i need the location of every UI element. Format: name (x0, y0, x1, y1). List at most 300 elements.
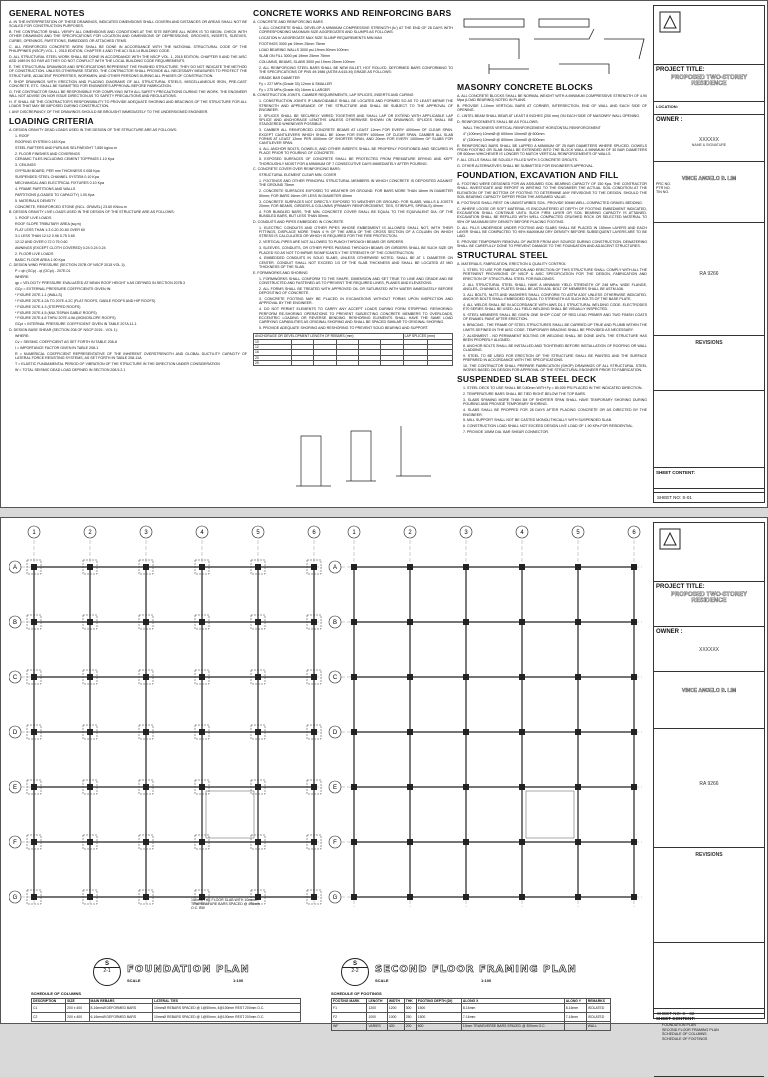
foundation-plan-scale-value: 1:100 (233, 978, 244, 983)
schedule-cell: 6-16mmØ DEFORMED BARS (89, 1013, 152, 1022)
framing-column-mark (575, 619, 581, 625)
foundation-slab-panel (206, 791, 254, 838)
foundation-column-mark (143, 729, 149, 735)
loading-criteria-item: 4. FRAME PARTITIONS AND WALLS (15, 186, 76, 191)
concrete-note-item: Fy = 227 MPa (Grade 33) 12mm & SMALLER (259, 81, 333, 86)
anchorage-bar-size: 10 (254, 339, 292, 344)
framing-column-mark (407, 784, 413, 790)
engineer-stamp-2: RA 9266 (699, 781, 719, 787)
concrete-note-item: 1. CONSTRUCTION JOINTS IF UNAVOIDABLE SHALL BE LOCATED AND FORMED SO AS TO LEAST IMPAIR THE STRENGTH AND APPEARANCE OF THE STRUCTURE AND SHALL BE SUBJECT TO THE APPROVAL OF ENGINEER. (259, 99, 453, 112)
concrete-note-item: Fy = 275 MPa (Grade 40) 16mm & LARGER (259, 87, 331, 92)
concrete-note-item: B. CONSTRUCTION JOINTS, CAMBER REQUIREMENTS, LAP SPLICES, INSERTS AND CURING (253, 93, 414, 98)
structural-steel-note-item: 8. ANCHOR BOLTS SHALL BE INSTALLED AND TIGHTENED BEFORE INSTALLATION OF ROOFING OR WALL CLADDING. (463, 343, 647, 353)
framing-plan-tag-number: 2-2 (342, 967, 368, 974)
framing-column-mark (351, 729, 357, 735)
general-notes-list (9, 20, 247, 114)
framing-grid-letter: G (332, 895, 338, 901)
loading-criteria-item: W = TOTAL SEISMIC DEAD LOAD DEFINED IN SECTION 208.5.2.1 (15, 367, 126, 372)
deck-list (457, 386, 647, 434)
anchorage-bar-size: 20 (254, 355, 292, 360)
foundation-column-mark (255, 564, 261, 570)
sheet-content-list (654, 1023, 764, 1041)
framing-column-mark (575, 784, 581, 790)
foundation-column-mark (311, 564, 317, 570)
loading-criteria-item: MECHANICAL AND ELECTRICAL FIXTURES 0.10 Kpa (15, 181, 105, 185)
schedule-cell: 1200 (387, 1004, 404, 1013)
general-notes-heading: GENERAL NOTES (9, 8, 85, 18)
framing-plan-tag (341, 958, 369, 986)
framing-column-mark (631, 729, 637, 735)
loading-criteria-item: BASIC FLOOR AREA 1.90 Kpa (15, 257, 65, 262)
concrete-note-item: 1. FORMWORKS SHALL CONFORM TO THE SHAPE, DIMENSION AND SET TRUE TO LINE AND GRADE AND BE CONSTRUCTED AND FASTENED AS TO PREVENT THE REQUIRED LINES, PLANES AND ELEVATIONS. (259, 276, 453, 286)
schedule-cell: C1 (32, 1004, 66, 1013)
schedule-cell: VARIES (367, 1022, 387, 1031)
title-block-s01 (653, 5, 765, 503)
loading-criteria-item: C. DESIGN WIND PRESSURE (SECTION 207B OF NSCP 2015 VOL 1): (9, 263, 126, 268)
schedule-cell: 400 (387, 1022, 404, 1031)
loading-criteria-item: GCp = EXTERNAL PRESSURE COEFFICIENTS GIVEN IN: (15, 287, 112, 292)
foundation-grid-number: 6 (312, 530, 316, 536)
framing-grid-letter: B (332, 620, 338, 626)
framing-plan-tag-letter: S (352, 961, 357, 967)
loading-criteria-heading: LOADING CRITERIA (9, 115, 94, 126)
deck-note-item: 1. STEEL DECK TO USE SHALL BE 0.80mm WITH Fy = 80,000 PSI PLACED IN THE INDICATED DIRECTION. (463, 386, 643, 391)
schedule-header: REMARKS (586, 999, 610, 1004)
schedule-cell: 10mm TRANSVERSE BARS SPACED @ 300mm O.C. (461, 1022, 564, 1031)
framing-column-mark (519, 729, 525, 735)
loading-criteria-item: T = ELASTIC FUNDAMENTAL PERIOD OF VIBRATION OF THE STRUCTURE IN THE DIRECTION UNDER CONSIDERATION (15, 362, 220, 367)
schedule-cell: WF (332, 1022, 367, 1031)
framing-column-mark (351, 619, 357, 625)
framing-column-mark (407, 894, 413, 900)
anchorage-cell (336, 360, 358, 365)
schedule-cell (564, 1022, 586, 1031)
concrete-note-item: LOAD BEARING WALLS 3000 psi 19mm 50mm 100mm (259, 47, 349, 52)
loading-criteria-item: B. DESIGN GRAVITY LIVE LOADS USED IN THE DESIGN OF THE STRUCTURE ARE AS FOLLOWS: (9, 210, 175, 215)
framing-column-mark (351, 564, 357, 570)
masonry-heading: MASONRY CONCRETE BLOCKS (457, 82, 593, 92)
foundation-grid-letter: D (12, 730, 18, 736)
deck-heading: SUSPENDED SLAB STEEL DECK (457, 374, 597, 385)
masonry-note-item: G. OTHER ALTERNATIVES SHALL BE SUBMITTED FOR ENGINEER'S APPROVAL. (457, 164, 594, 169)
schedule-cell: WALL (586, 1022, 610, 1031)
loading-criteria-item: GCpi = INTERNAL PRESSURE COEFFICIENT GIVEN IN TABLE 207A.11-1 (15, 322, 137, 327)
concrete-note-item: 3. SLEEVES, CONDUITS, OR OTHER PIPES PASSING THROUGH BEAMS OR GIRDERS SHALL BE SUCH SIZE OR PLACED SO AS NOT TO IMPAIR SIGNIFICANTLY THE STRENGTH OF THE CONSTRUCTION. (259, 246, 453, 255)
concrete-note-item: 2. SPLICES SHALL BE SECURELY WIRED TOGETHER AND SHALL LAP OR EXTEND WITH APPLICABLE LAP SPLICE AND ANCHORAGE LENGTHS UNLESS OTHERWISE SHOWN ON DRAWINGS. SPLICES SHALL BE STAGGERED WHENEVER POSSIBLE. (259, 113, 453, 127)
loading-criteria-item: * FIGURE 207E.4-5 (MULTISPAN GABLE ROOFS) (15, 310, 97, 315)
schedule-cell: F1 (332, 1004, 367, 1013)
deck-note-item: 7. PROVIDE 10MM DIA. BAR SHEAR CONNECTOR. (463, 430, 550, 435)
owner-caption: NAME & SIGNATURE (691, 143, 727, 147)
sheet-content-item: SCHEDULE OF COLUMNS (662, 1032, 707, 1037)
foundation-column-mark (311, 729, 317, 735)
foundation-grid-number: 5 (256, 530, 260, 536)
columns-schedule-title: SCHEDULE OF COLUMNS (31, 991, 81, 996)
framing-column-mark (407, 564, 413, 570)
concrete-note-item: 5. PROVIDE ADEQUATE SHORING AND RESHORING TO PREVENT SOLID BEARING AND SUPPORT. (259, 326, 429, 331)
anchorage-cell (403, 360, 428, 365)
loading-criteria-item: R = NUMERICAL COEFFICIENT REPRESENTATIVE OF THE INHERENT OVERSTRENGTH AND GLOBAL DUCTILITY CAPACITY OF LATERAL FORCE RESISTING SYSTEMS, AS SET FORTH IN TABLE 208-11A (15, 351, 247, 361)
loading-criteria-item: 2. FLOOR LIVE LOADS (15, 251, 54, 256)
concrete-note-item: 4. ALL ANCHOR BOLTS, DOWELS, AND OTHER INSERTS SHALL BE PROPERLY POSITIONED AND SECURED IN PLACE PRIOR TO POURING OF CONCRETE. (259, 147, 453, 156)
loading-criteria-item: WHERE: (15, 334, 30, 339)
structural-steel-note-item: 10. THE CONTRACTOR SHALL PREPARE FABRICATION (SHOP) DRAWINGS OF ALL STRUCTURAL STEEL WORKS BASED ON DESIGN FOR APPROVAL OF THE STRUCTURAL ENGINEER PRIOR TO FABRICATION. (463, 364, 647, 373)
section-sketches (291, 416, 451, 496)
anchorage-cell (381, 360, 403, 365)
hook-details-sketch (459, 9, 649, 79)
loading-criteria-item: qp = VELOCITY PRESSURE EVALUATED AT MEAN ROOF HEIGHT h AS DEFINED IN SECTION 207B.3 (15, 281, 186, 286)
schedule-cell: 1000 (367, 1013, 387, 1022)
masonry-note-item: E. REINFORCING BARS SHALL BE LAPPED A MINIMUM OF 25 BAR DIAMETERS WHERE SPLICED. DOWELS FROM FOOTING OR SLAB SHALL BE EXTENDED INTO THE BLOCK WALL A MINIMUM OF 30 BAR DIAMETERS OR 600mm WHICHEVER IS LONGER TO MATCH VERTICAL REINFORCEMENTS OF WALLS. (457, 143, 647, 157)
foundation-column-mark (255, 839, 261, 845)
concrete-note-item: 4. FOR BUNDLED BARS, THE MIN. CONCRETE COVER SHALL BE EQUAL TO THE EQUIVALENT DIA. OF THE BUNDLED BARS, BUT LESS THAN 50mm. (259, 209, 453, 219)
footings-schedule-row (332, 1004, 611, 1013)
schedule-header: SIZE (66, 999, 89, 1004)
schedule-cell: 7-16mm (564, 1013, 586, 1022)
tin-label: TIN NO. (656, 190, 670, 194)
project-title: PROPOSED TWO-STOREY RESIDENCE (670, 75, 748, 87)
footings-schedule-title: SCHEDULE OF FOOTINGS (331, 991, 382, 996)
masonry-note-item: B. PROVIDE 1-10mm VERTICAL BARS AT CORNER, INTERSECTION, END OF WALL AND EACH SIDE OF OPENING. (457, 104, 647, 113)
schedule-cell: 8-16mm (461, 1004, 564, 1013)
slab-note: 100mm THK FLOOR SLAB WITH 10mmØ TEMPERATURE BARS SPACED @ 400mm O.C. BW (191, 898, 260, 910)
sheet-number-2: SHEET NO: S - 02 (654, 1008, 764, 1018)
loading-criteria-item: Cv = SEISMIC COEFFICIENT AS SET FORTH IN TABLE 208-8 (15, 340, 117, 345)
masonry-note-item: A. ALL CONCRETE BLOCKS SHALL BE NORMAL WEIGHT WITH A MINIMUM COMPRESSIVE STRENGTH OF 4.90 Mpa (LOAD BEARING) NOTED IN PLANS. (457, 94, 647, 103)
concrete-note-item: GRADE BAR DIAMETER (259, 75, 300, 80)
schedule-cell: 7-16mm (461, 1013, 564, 1022)
location-label: LOCATION: (656, 104, 678, 109)
concrete-note-item: 4. EMBEDDED CONDUITS IN SOLID SLABS, UNLESS OTHERWISE NOTED, SHALL BE AT 1 DIAMETER ON CENTER. CONDUIT SHALL NOT EXCEED 1/3 OF THE SLAB THICKNESS AND SHALL BE LOCATED AT MID THICKNESS OF THE SLAB. (259, 256, 453, 269)
framing-grid-number: 4 (520, 530, 524, 536)
columns-schedule-row (32, 1004, 301, 1013)
concrete-note-item: D. CONDUITS AND PIPES EMBEDDED IN CONCRETE (253, 219, 344, 224)
foundation-column-mark (143, 674, 149, 680)
general-note-item: G. THE CONTRACTOR SHALL BE RESPONSIBLE FOR COMPLYING WITH ALL SAFETY PRECAUTIONS DURING THE WORK. THE ENGINEER WILL NOT ADVISE ON NOR ISSUE DIRECTION AS TO SAFETY PRECAUTIONS AND REGULATIONS. (9, 89, 247, 99)
foundation-column-mark (31, 674, 37, 680)
foundation-column-mark (255, 674, 261, 680)
structural-steel-note-item: 9. STEEL TO BE USED FOR ERECTION OF THE STRUCTURE SHALL BE PAINTED AND THE SURFACE PREPARED IN ACCORDANCE WITH THE SPECIFICATIONS. (463, 353, 647, 363)
foundation-note-item: B. FOOTINGS SHALL REST ON UNDISTURBED SOIL. PROVIDE 50MM WELL-COMPACTED GRAVEL BEDDING. (457, 200, 643, 205)
general-note-item: B. THE CONTRACTOR SHALL VERIFY ALL DIMENSIONS AND CONDITIONS AT THE SITE BEFORE ALL WORK IS TO BEGIN. CHECK WITH OTHER DRAWINGS AND THE SPECIFICATIONS FOR LOCATION AND DIMENSIONS OF DEPRESSIONS, GROOVES, INSERTS, SLEEVES, CURBS, OPENINGS, PARTITIONS, EMBEDDED OR ATTACHED ITEMS. (9, 30, 247, 43)
loading-criteria-item: * FIGURE 207E.1-1 (WALLS) (15, 292, 62, 297)
framing-grid-number: 1 (352, 530, 356, 536)
project-title-label-2: PROJECT TITLE: (656, 584, 705, 590)
structural-steel-note-item: 2. ALL STRUCTURAL STEEL SHALL HAVE A MINIMUM YIELD STRENGTH OF 248 MPa. WIDE FLANGE, ANGLES, CHANNELS, PLATES SHALL BE ASTM A36. BOLT OF MEMBERS SHALL BE ASTM A36. (463, 282, 647, 291)
footings-schedule-row (332, 1013, 611, 1022)
general-notes-column (9, 7, 247, 374)
framing-grid-number: 5 (576, 530, 580, 536)
foundation-column-mark (31, 564, 37, 570)
structural-steel-note-item: 6. BRACING - THE FRAME OF STEEL STRUCTURES SHALL BE CARRIED UP TRUE AND PLUMB WITHIN THE LIMITS DEFINED IN THE AISC CODE. TEMPORARY BRACING SHALL BE PROVIDED AS NECESSARY. (463, 323, 647, 332)
schedule-cell: 10mmØ REBARS SPACED @ 1@50mm, 4@100mm REST 200mm O.C. (153, 1004, 301, 1013)
info-grid (654, 391, 764, 468)
loading-criteria-item: A. DESIGN GRAVITY DEAD LOADS USED IN THE DESIGN OF THE STRUCTURE ARE AS FOLLOWS: (9, 127, 177, 132)
framing-column-mark (575, 839, 581, 845)
foundation-grid-number: 4 (200, 530, 204, 536)
loading-criteria-item: * FIGURE 207E.4-2A TO 207E.4-2C (FLAT ROOFS, GABLE ROOFS AND HIP ROOFS) (15, 298, 156, 303)
framing-column-mark (463, 894, 469, 900)
deck-note-item: 2. TEMPERATURE BARS SHALL BE TIED RIGHT BELOW THE TOP BARS. (463, 392, 586, 397)
firm-logo-area (654, 6, 764, 65)
structural-steel-note-item: 5. STEEL MEMBERS SHALL BE GIVEN ONE SHOP COAT OF RED LEAD PRIMER AND TWO FINISH COATS OF ENAMEL PAINT AFTER ERECTION. (463, 313, 647, 322)
foundation-column-mark (311, 619, 317, 625)
foundation-column-mark (31, 894, 37, 900)
columns-schedule-row (32, 1013, 301, 1022)
foundation-column-mark (199, 564, 205, 570)
schedule-header: LATERAL TIES (153, 999, 301, 1004)
schedule-cell: ISOLATED (586, 1013, 610, 1022)
owner-signature: XXXXXX (698, 137, 719, 143)
footings-schedule-table (331, 998, 611, 1031)
foundation-grid-letter: A (12, 565, 18, 571)
loading-criteria-item: ROOF SLOPE TRIBUTARY AREA (sq.m) (15, 222, 81, 227)
structural-steel-note-item: 3. ALL BOLTS, NUTS AND WASHERS SHALL CONFORM TO ASTM A307 UNLESS OTHERWISE INDICATED. ANCHOR BOLTS SHALL EMBEDDED EQUAL TO STRENGTH AS SUCH BOLTS OF THE BASE PLATE. (463, 292, 647, 302)
project-title-label: PROJECT TITLE: (656, 67, 705, 73)
loading-criteria-item: ROOFING SYSTEM 0.145 Kpa (15, 139, 65, 144)
framing-column-mark (351, 674, 357, 680)
sheet-s01 (0, 0, 768, 508)
concrete-note-item: 1. ALL CONCRETE SHALL DEVELOP A MINIMUM COMPRESSIVE STRENGTH (fc') AT THE END OF 28 DAYS WITH CORRESPONDING MAXIMUM SIZE AGGREGATES AND SLUMPS AS FOLLOWS: (259, 25, 453, 35)
masonry-note-item: 4" (100mm) 10mmØ @ 600mm 10mmØ @ 600mm (463, 132, 545, 137)
schedule-header: ALONG Y (564, 999, 586, 1004)
loading-criteria-item: 3:1 LESS THAN 12:12 0.96 0.75 0.60 (15, 234, 75, 239)
framing-grid-letter: E (332, 785, 338, 791)
framing-plan-scale-label: SCALE (375, 978, 389, 983)
anchorage-table (253, 333, 453, 366)
loading-criteria-item: STEEL RAFTERS AND PURLINS SELFWEIGHT 7,850 kg/cu.m (15, 145, 117, 150)
schedule-cell: 1200 (367, 1004, 387, 1013)
loading-criteria-item: 1. ROOF (15, 133, 30, 138)
schedule-header: WIDTH (387, 999, 404, 1004)
general-note-item: F. SHOP DRAWINGS WITH ERECTION AND PLACING DIAGRAMS OF ALL STRUCTURAL STEELS, MISCELLANEOUS IRON, PRE-CAST CONCRETE, ETC. SHALL BE SUBMITTED FOR ENGINEER'S APPROVAL BEFORE FABRICATION. (9, 79, 247, 88)
foundation-column-mark (87, 729, 93, 735)
concrete-note-item: 4. DO NOT PERMIT ELEMENTS TO CARRY ANY ACCEPT LOADS DURING FORM STRIPPING. RESHORING: PERFORM RE-SHORING OPERATIONS TO PREVENT SUBJECTING CONCRETE MEMBERS TO OVERLOADS, ECCENTRIC LOADING OR REVERSE BENDING. RESHORING ELEMENTS SHALL HAVE THE SAME LOAD CARRYING CAPABILITIES AS ORIGINAL SHORING AND SHALL BE SPACED SIMILAR TO ORIGINAL SHORING. (259, 307, 453, 325)
info-grid-2 (654, 943, 764, 1014)
engineer-name-2: VINCE ANGELO B. LIM (681, 688, 737, 694)
schedule-cell: 10mmØ REBARS SPACED @ 1@50mm, 4@100mm REST 200mm O.C. (153, 1013, 301, 1022)
foundation-plan-title (127, 964, 250, 975)
deck-note-item: 6. CONSTRUCTION LOAD SHALL NOT EXCEED DESIGN LIVE LOAD OF 1.90 KPa FOR RESIDENTIAL. (463, 424, 634, 429)
masonry-column (457, 81, 647, 436)
concrete-note-item: SLAB ON FILL 3000 psi 19mm 25mm 75mm (259, 53, 331, 58)
loading-criteria-item: 12:12 AND OVER 0.72 0.75 0.60 (15, 239, 68, 244)
engineer-stamp: RA 9266 (699, 271, 719, 277)
framing-column-mark (463, 784, 469, 790)
foundation-note-item: E. PROVIDE TEMPORARY REMOVAL OF WATER FROM ANY SOURCE DURING CONSTRUCTION. DEWATERING SHALL BE CAREFULLY DONE TO PREVENT DAMAGE TO THE FOUNDATION AND ADJACENT STRUCTURES. (457, 240, 647, 249)
schedule-header: FOOTING DEPTH (Df) (416, 999, 461, 1004)
sheet-content-label: SHEET CONTENT: (656, 470, 696, 475)
loading-criteria-item: WHERE: (15, 275, 30, 280)
schedule-cell: 200 x 400 (66, 1004, 89, 1013)
framing-column-mark (463, 839, 469, 845)
loading-criteria-item: 2. FLOOR FINISHES AND COVERINGS (15, 151, 80, 156)
loading-criteria-item: PARTITIONS (LOADED TO CAPACITY) 1.00 Kpa (15, 192, 95, 197)
foundation-grid-letter: G (12, 895, 18, 901)
foundation-column-mark (255, 784, 261, 790)
schedule-cell: 250 (404, 1013, 416, 1022)
loading-criteria-item: 5. MATERIALS DENSITY (15, 198, 56, 203)
masonry-note-item: WALL THICKNESS VERTICAL REINFORCEMENT HORIZONTAL REINFORCEMENT (463, 126, 601, 131)
foundation-column-mark (199, 839, 205, 845)
structural-steel-note-item: 4. ALL WELDS SHALL BE IN ACCORDANCE WITH AWS D1.1 STRUCTURAL WELDING CODE. ELECTRODES E70 SERIES SHALL BE USED. ALL FIELD WELDING SHALL BE VISUALLY INSPECTED. (463, 302, 647, 312)
masonry-note-item: 6" (150mm) 10mmØ @ 600mm 10mmØ @ 600mm (463, 137, 545, 142)
foundation-column-mark (143, 839, 149, 845)
foundation-plan-tag-number: 2-1 (94, 967, 120, 974)
loading-criteria-item: CONCRETE, REINFORCED STONE (INCL. GRAVEL) 23.60 KN/cu.m (15, 204, 127, 209)
general-note-item: H. IT SHALL BE THE CONTRACTOR'S RESPONSIBILITY TO PROVIDE ADEQUATE SHORING AND BRACINGS OF THE STRUCTURE FOR ALL LOADS THAT MAY BE IMPOSED DURING CONSTRUCTION. (9, 99, 247, 109)
concrete-heading: CONCRETE WORKS AND REINFORCING BARS (253, 8, 452, 18)
foundation-column-mark (199, 674, 205, 680)
masonry-note-item: C. LINTEL BEAM SHALL BEAR AT LEAST 8 INCHES (200 mm) ON EACH SIDE OF MASONRY WALL OPENING. (457, 114, 641, 119)
framing-column-mark (463, 564, 469, 570)
schedule-header: MAIN REBARS (89, 999, 152, 1004)
schedule-cell: C2 (32, 1013, 66, 1022)
plans-drawing (9, 522, 649, 962)
general-note-item: E. THE STRUCTURAL DRAWINGS AND SPECIFICATIONS REPRESENT THE FINISHED STRUCTURE. THEY DO NOT INDICATE THE METHOD OF CONSTRUCTION. UNLESS OTHERWISE STATED, THE CONTRACTOR SHALL PROVIDE ALL NECESSARY MEASURES TO PROTECT THE STRUCTURE, ADJACENT PROPERTIES, WORKMEN, AND OTHER PERSONS DURING ALL PHASES OF CONSTRUCTION. (9, 65, 247, 78)
concrete-note-item: FOOTINGS 3000 psi 19mm 25mm 75mm (259, 41, 326, 46)
foundation-column-mark (199, 729, 205, 735)
sheet-content-item: SECOND FLOOR FRAMING PLAN (662, 1027, 719, 1032)
firm-logo-icon (658, 10, 682, 34)
framing-plan-drawing (329, 526, 642, 907)
anchorage-cell (359, 360, 381, 365)
foundation-column-mark (255, 729, 261, 735)
schedule-header: DESCRIPTION (32, 999, 66, 1004)
columns-schedule-table (31, 998, 301, 1022)
foundation-column-mark (311, 839, 317, 845)
concrete-note-item: 2. CONCRETE SURFACES EXPOSED TO WEATHER OR GROUND: FOR BARS MORE THAN 16mm IN DIAMETER 50mm; FOR BARS 16mm OR LESS IN DIAMETER 40mm (259, 189, 453, 198)
schedule-cell: 8-16mm (564, 1004, 586, 1013)
framing-column-mark (631, 674, 637, 680)
foundation-grid-letter: C (12, 675, 18, 681)
foundation-column-mark (31, 839, 37, 845)
deck-note-item: 3. SLABS SPANING MORE THAN 3M OF SHORTER SPAN SHALL HAVE TEMPORARY SHORING DURING POURING AND PROVIDE TEMPORARY SHORING. (463, 398, 647, 407)
foundation-plan-title-text: FOUNDATION PLAN (127, 964, 250, 975)
loading-criteria-item: * FIGURE 207E.4-6 THRU 207E.4-9A (MONOSLOPE ROOFS) (15, 316, 116, 321)
framing-column-mark (575, 894, 581, 900)
sheet-content-label-2: SHEET CONTENT: (656, 1016, 696, 1021)
framing-grid-number: 3 (464, 530, 468, 536)
revisions-label-2: REVISIONS (695, 852, 723, 858)
foundation-heading: FOUNDATION, EXCAVATION AND FILL (457, 170, 619, 181)
framing-column-mark (519, 674, 525, 680)
framing-column-mark (351, 839, 357, 845)
revisions-label: REVISIONS (695, 340, 723, 346)
schedule-cell: 1000 (387, 1013, 404, 1022)
anchorage-bar-size: 25 (254, 360, 292, 365)
foundation-column-mark (199, 619, 205, 625)
concrete-list (253, 20, 453, 330)
concrete-note-item: 2. ALL REINFORCING STEEL BARS SHALL BE NEW BILLET, HOT ROLLED, DEFORMED BARS CONFORMING TO THE SPECIFICATIONS OF PNS 49:1986 (ASTM A 615-M) GRADE AS FOLLOWS: (259, 65, 453, 74)
concrete-note-item: 3. CAMBER ALL REINFORCED CONCRETE BEAMS AT LEAST 12mm FOR EVERY 4000mm OF CLEAR SPAN. EXCEPT CANTILEVERS WHICH SHALL BE 10mm FOR EVERY 1000mm OF CLEAR SPAN. CAMBER ALL SLAB FORMS AT LEAST 12mm PER 4000mm OF SHORTER SPAN, AND 20mm FOR EVERY 1000mm OF SLABS FOR CANTILEVER SPAN. (259, 128, 453, 146)
foundation-note-item: A. FOOTING WERE DESIGNED FOR AN ASSUMED SOIL BEARING CAPACITY OF 150 Kpa. THE CONTRACTOR SHALL INVESTIGATE AND REPORT IN WRITING TO THE ENGINEER THE ACTUAL SOIL CONDITION AT THE ELEVATION OF THE BOTTOM OF FOOTING TO DETERMINE ANY REVISIONS TO THE DESIGN. SHOULD THE SOIL BEARING CAPACITY DIFFER FROM THE ASSUMED VALUE. (457, 182, 647, 199)
schedule-cell: F2 (332, 1013, 367, 1022)
framing-column-mark (407, 619, 413, 625)
sheet-content-item: SCHEDULE OF FOOTINGS (662, 1036, 708, 1041)
schedule-header: ALONG X (461, 999, 564, 1004)
title-block-s02 (653, 522, 765, 1041)
schedule-cell: 8-16mmØ DEFORMED BARS (89, 1004, 152, 1013)
concrete-note-item: LOCATION fc' AGGREGATE MAX SIZE SLUMP REQUIREMENTS MIN MAX (259, 36, 383, 41)
framing-column-mark (351, 894, 357, 900)
structural-steel-heading: STRUCTURAL STEEL (457, 250, 548, 261)
owner-signature-2: XXXXXX (698, 647, 719, 653)
schedule-cell: 1500 (416, 1013, 461, 1022)
foundation-column-mark (87, 839, 93, 845)
framing-grid-letter: A (332, 565, 338, 571)
loading-criteria-item: D. DESIGN BASE SHEAR (SECTION 208 OF NSCP 2015 - VOL 1): (9, 328, 118, 333)
foundation-column-mark (87, 674, 93, 680)
structural-steel-note-item: 1. STEEL TO USE FOR FABRICATION AND ERECTION OF THIS STRUCTURE SHALL COMPLY WITH ALL THE PERTINENT PROVISIONS OF NSCP & AISC SPECIFICATION FOR THE DESIGN, FABRICATION AND ERECTION OF STRUCTURAL STEEL FOR BUILDINGS. (463, 268, 647, 281)
concrete-note-item: 3. CONCRETE FOOTING MAY BE PLACED IN EXCAVATIONS WITHOUT FORMS UPON INSPECTION AND APPROVAL BY THE ENGINEER. (259, 297, 453, 306)
schedule-header: FOOTING MARK (332, 999, 367, 1004)
general-note-item: A. IN THE INTERPRETATION OF THESE DRAWINGS, INDICATED DIMENSIONS SHALL GOVERN AND DISTANCES OR AREAS SHALL NOT BE SCALED FOR CONSTRUCTION PURPOSES. (9, 20, 247, 29)
general-note-item: I. ANY DISCREPANCY OF THE DRAWINGS SHOULD BE BROUGHT IMMEDIATELY TO THE UNDERSIGNED ENGINEER. (9, 110, 209, 115)
foundation-column-mark (31, 729, 37, 735)
anchorage-bar-size: 16 (254, 350, 292, 355)
foundation-column-mark (311, 784, 317, 790)
concrete-note-item: 2. ALL FORMS SHALL BE TREATED WITH APPROVED OIL OR SATURATED WITH WATER IMMEDIATELY BEFORE DEPOSITING OF CONCRETE. (259, 286, 453, 296)
framing-plan-title (375, 964, 577, 975)
concrete-note-item: 5. EXPOSED SURFACES OF CONCRETE SHALL BE PROTECTED FROM PREMATURE DRYING AND KEPT THOROUGHLY MOIST FOR A MINIMUM OF 7 CONSECUTIVE DAYS IMMEDIATELY AFTER POURING. (259, 157, 453, 166)
foundation-column-mark (87, 564, 93, 570)
concrete-note-item: A. CONCRETE AND REINFORCING BARS (253, 20, 323, 24)
framing-column-mark (463, 619, 469, 625)
anchorage-cell (314, 360, 336, 365)
schedule-cell: ISOLATED (586, 1004, 610, 1013)
framing-plan-title-text: SECOND FLOOR FRAMING PLAN (375, 964, 577, 975)
framing-column-mark (519, 839, 525, 845)
framing-slab-panel (526, 791, 574, 838)
framing-column-mark (631, 564, 637, 570)
foundation-column-mark (143, 619, 149, 625)
prc-label: PRC NO. (656, 182, 671, 186)
foundation-column-mark (311, 674, 317, 680)
foundation-grid-letter: F (13, 840, 17, 846)
concrete-note-item: 1. ELECTRIC CONDUITS AND OTHER PIPES WHOSE EMBEDMENT IS ALLOWED SHALL NOT, WITH THEIR FITTINGS, DISPLACE MORE THAN 4 % OF THE AREA OF THE CROSS SECTION OF A COLUMN ON WHICH STRESS IS CALCULATED OR WHICH IS REQUIRED FOR THE FIRE PROTECTION. (259, 225, 453, 239)
foundation-column-mark (143, 564, 149, 570)
loading-criteria-item: AWNINGS (EXCEPT CLOTH COVERED) 0.24 0.24 0.24 (15, 245, 106, 250)
foundation-plan-drawing (9, 526, 322, 907)
framing-grid-number: 6 (632, 530, 636, 536)
foundation-column-mark (87, 784, 93, 790)
anchorage-row (254, 360, 453, 365)
foundation-column-mark (143, 784, 149, 790)
general-note-item: D. ALL STRUCTURAL STEEL WORK SHALL BE DONE IN ACCORDANCE WITH THE NSCP VOL. 1, 2015 EDITION, CHAPTER 5 AND THE AISC ASD 1989 IN SO FAR AS THEY DO NOT CONFLICT WITH THE LOCAL BUILDING CODE REQUIREMENTS. (9, 54, 247, 64)
foundation-column-mark (87, 619, 93, 625)
foundation-note-item: C. WHERE LOOSE OR SOFT MATERIAL IS ENCOUNTERED AT DEPTH OF FOOTING EMBEDMENT INDICATED, EXCAVATION SHALL CONTINUE UNTIL SUCH FIRM LAYER OR SOIL BEARING CAPACITY IS ATTAINED. EXCAVATION SHALL BE REFILLED WITH WELL COMPACTED CRUSHED ROCK OR SELECTED MATERIAL TO 95% OF MAXIMUM DRY DENSITY BEFORE PLACING FOOTING. (457, 206, 647, 224)
concrete-note-item: 2. VERTICAL PIPES ARE NOT ALLOWED TO PUNCH THROUGH BEAMS OR GIRDERS. (259, 240, 405, 245)
footings-schedule-row (332, 1022, 611, 1031)
framing-grid-number: 2 (408, 530, 412, 536)
foundation-plan-scale-label: SCALE (127, 978, 141, 983)
foundation-grid-number: 2 (88, 530, 92, 536)
concrete-column (253, 7, 453, 366)
loading-criteria-item: GYPSUM BOARD, PER mm THICKNESS 0.008 Kpa (15, 169, 100, 174)
schedule-header: LENGTH (367, 999, 387, 1004)
project-title-2: PROPOSED TWO-STOREY RESIDENCE (670, 592, 748, 604)
framing-column-mark (575, 729, 581, 735)
foundation-grid-number: 1 (32, 530, 36, 536)
sheet-number: SHEET NO: S-01 (654, 492, 764, 502)
foundation-column-mark (31, 619, 37, 625)
framing-column-mark (631, 784, 637, 790)
deck-note-item: 4. SLABS SHALL BE PROPPED FOR 28 DAYS AFTER PLACING CONCRETE OR AS DIRECTED BY THE ENGINEER. (463, 408, 647, 417)
owner-label-2: OWNER : (656, 629, 683, 635)
framing-column-mark (631, 894, 637, 900)
ptr-label: PTR NO. (656, 186, 671, 190)
